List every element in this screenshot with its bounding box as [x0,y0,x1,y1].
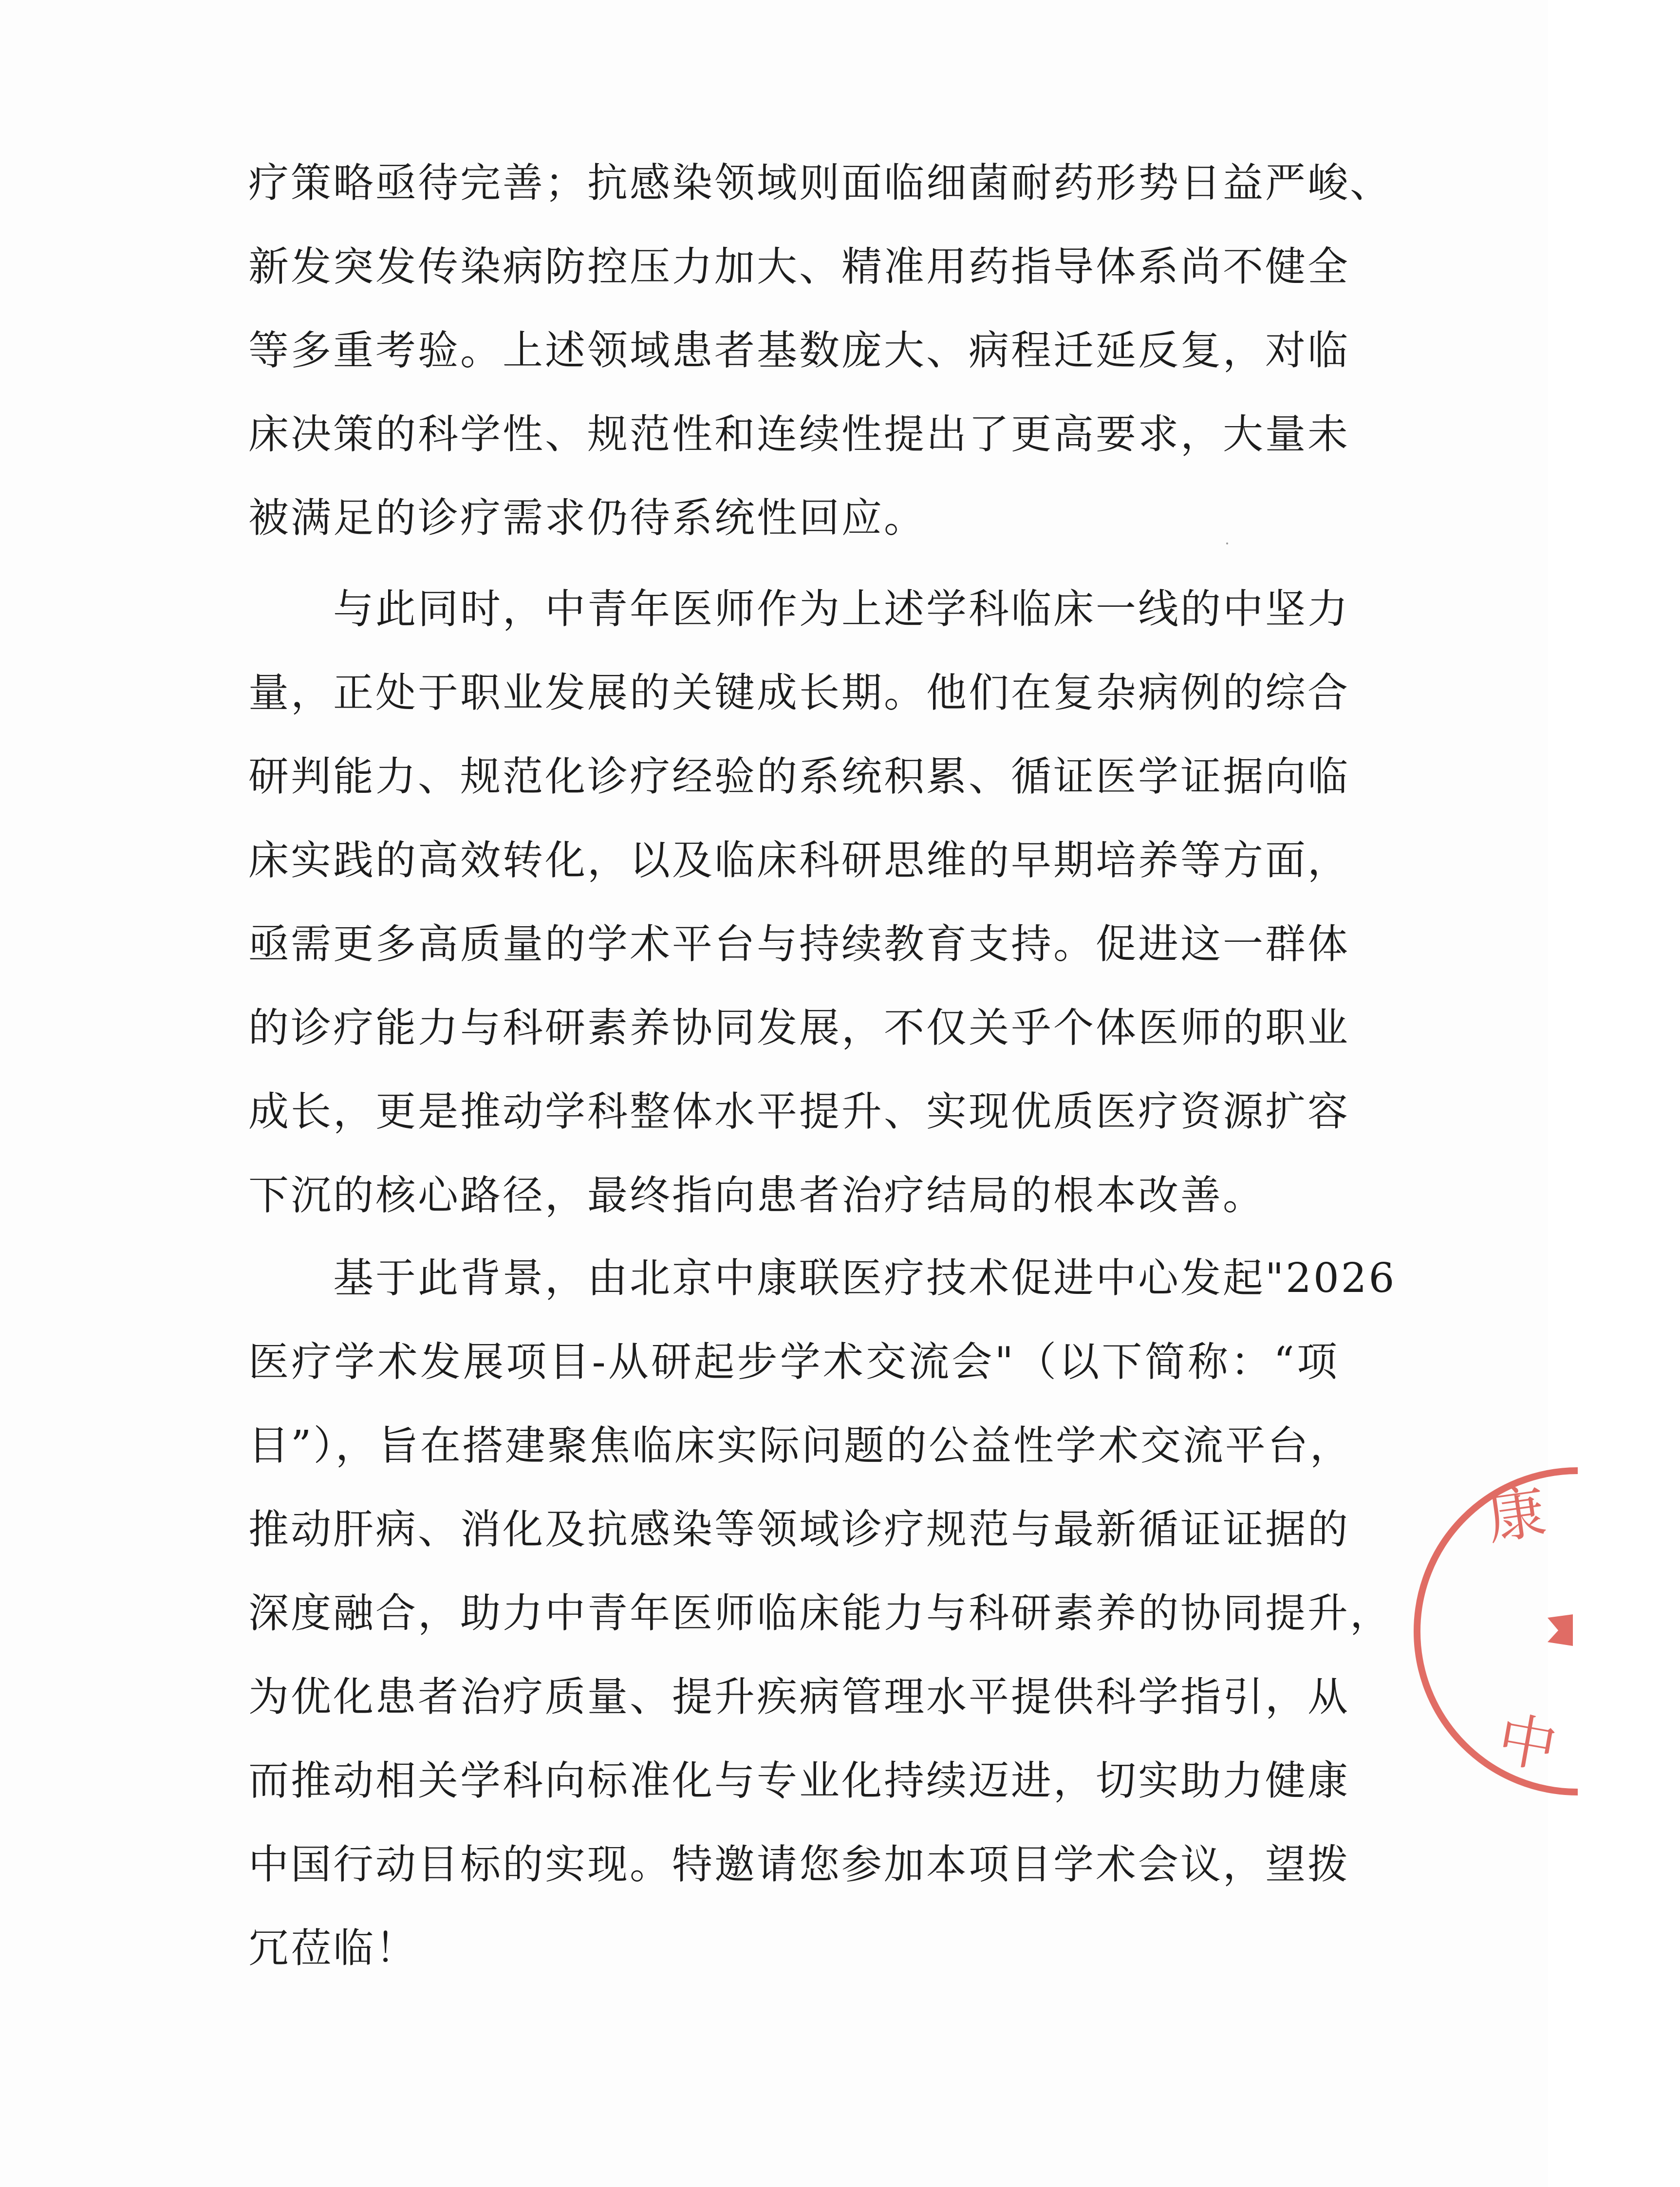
text-line: 亟需更多高质量的学术平台与持续教育支持。促进这一群体 [248,920,1350,968]
text-line: 成长，更是推动学科整体水平提升、实现优质医疗资源扩容 [248,1088,1350,1135]
text-line: 而推动相关学科向标准化与专业化持续迈进，切实助力健康 [248,1757,1350,1804]
text-line: 量，正处于职业发展的关键成长期。他们在复杂病例的综合 [248,669,1350,716]
seal-star [1548,1614,1573,1646]
paragraph-3 [248,1236,1397,1990]
text-line: 新发突发传染病防控压力加大、精准用药指导体系尚不健全 [248,243,1350,290]
paragraph-1 [248,141,1392,560]
text-line: 推动肝病、消化及抗感染等领域诊疗规范与最新循证证据的 [248,1506,1350,1553]
text-line: 床实践的高效转化，以及临床科研思维的早期培养等方面， [248,837,1350,884]
seal-character: 康 [1482,1477,1550,1553]
scan-speck [1226,542,1228,544]
text-line: 深度融合，助力中青年医师临床能力与科研素养的协同提升， [248,1589,1392,1637]
text-line: 被满足的诊疗需求仍待系统性回应。 [248,494,926,542]
text-line: 冗莅临！ [248,1925,418,1972]
text-line: 医疗学术发展项目-从研起步学术交流会"（以下简称：“项 [248,1338,1339,1385]
text-line: 中国行动目标的实现。特邀请您参加本项目学术会议，望拨 [248,1841,1350,1888]
paragraph-2 [248,567,1350,1237]
text-line: 目”），旨在搭建聚焦临床实际问题的公益性学术交流平台， [248,1422,1352,1469]
text-line: 基于此背景，由北京中康联医疗技术促进中心发起"2026 [248,1254,1397,1302]
red-seal-stamp [1475,1466,1562,1797]
text-line: 等多重考验。上述领域患者基数庞大、病程迁延反复，对临 [248,327,1350,374]
text-line: 的诊疗能力与科研素养协同发展，不仅关乎个体医师的职业 [248,1004,1350,1051]
text-line: 下沉的核心路径，最终指向患者治疗结局的根本改善。 [248,1172,1265,1219]
text-line: 床决策的科学性、规范性和连续性提出了更高要求，大量未 [248,411,1350,458]
text-line: 研判能力、规范化诊疗经验的系统积累、循证医学证据向临 [248,753,1350,800]
text-line: 为优化患者治疗质量、提升疾病管理水平提供科学指引，从 [248,1673,1350,1720]
text-line: 疗策略亟待完善；抗感染领域则面临细菌耐药形势日益严峻、 [248,159,1392,206]
seal-character: 中 [1492,1705,1562,1782]
text-line: 与此同时，中青年医师作为上述学科临床一线的中坚力 [248,585,1350,633]
seal-graphic [1475,1466,1680,1797]
